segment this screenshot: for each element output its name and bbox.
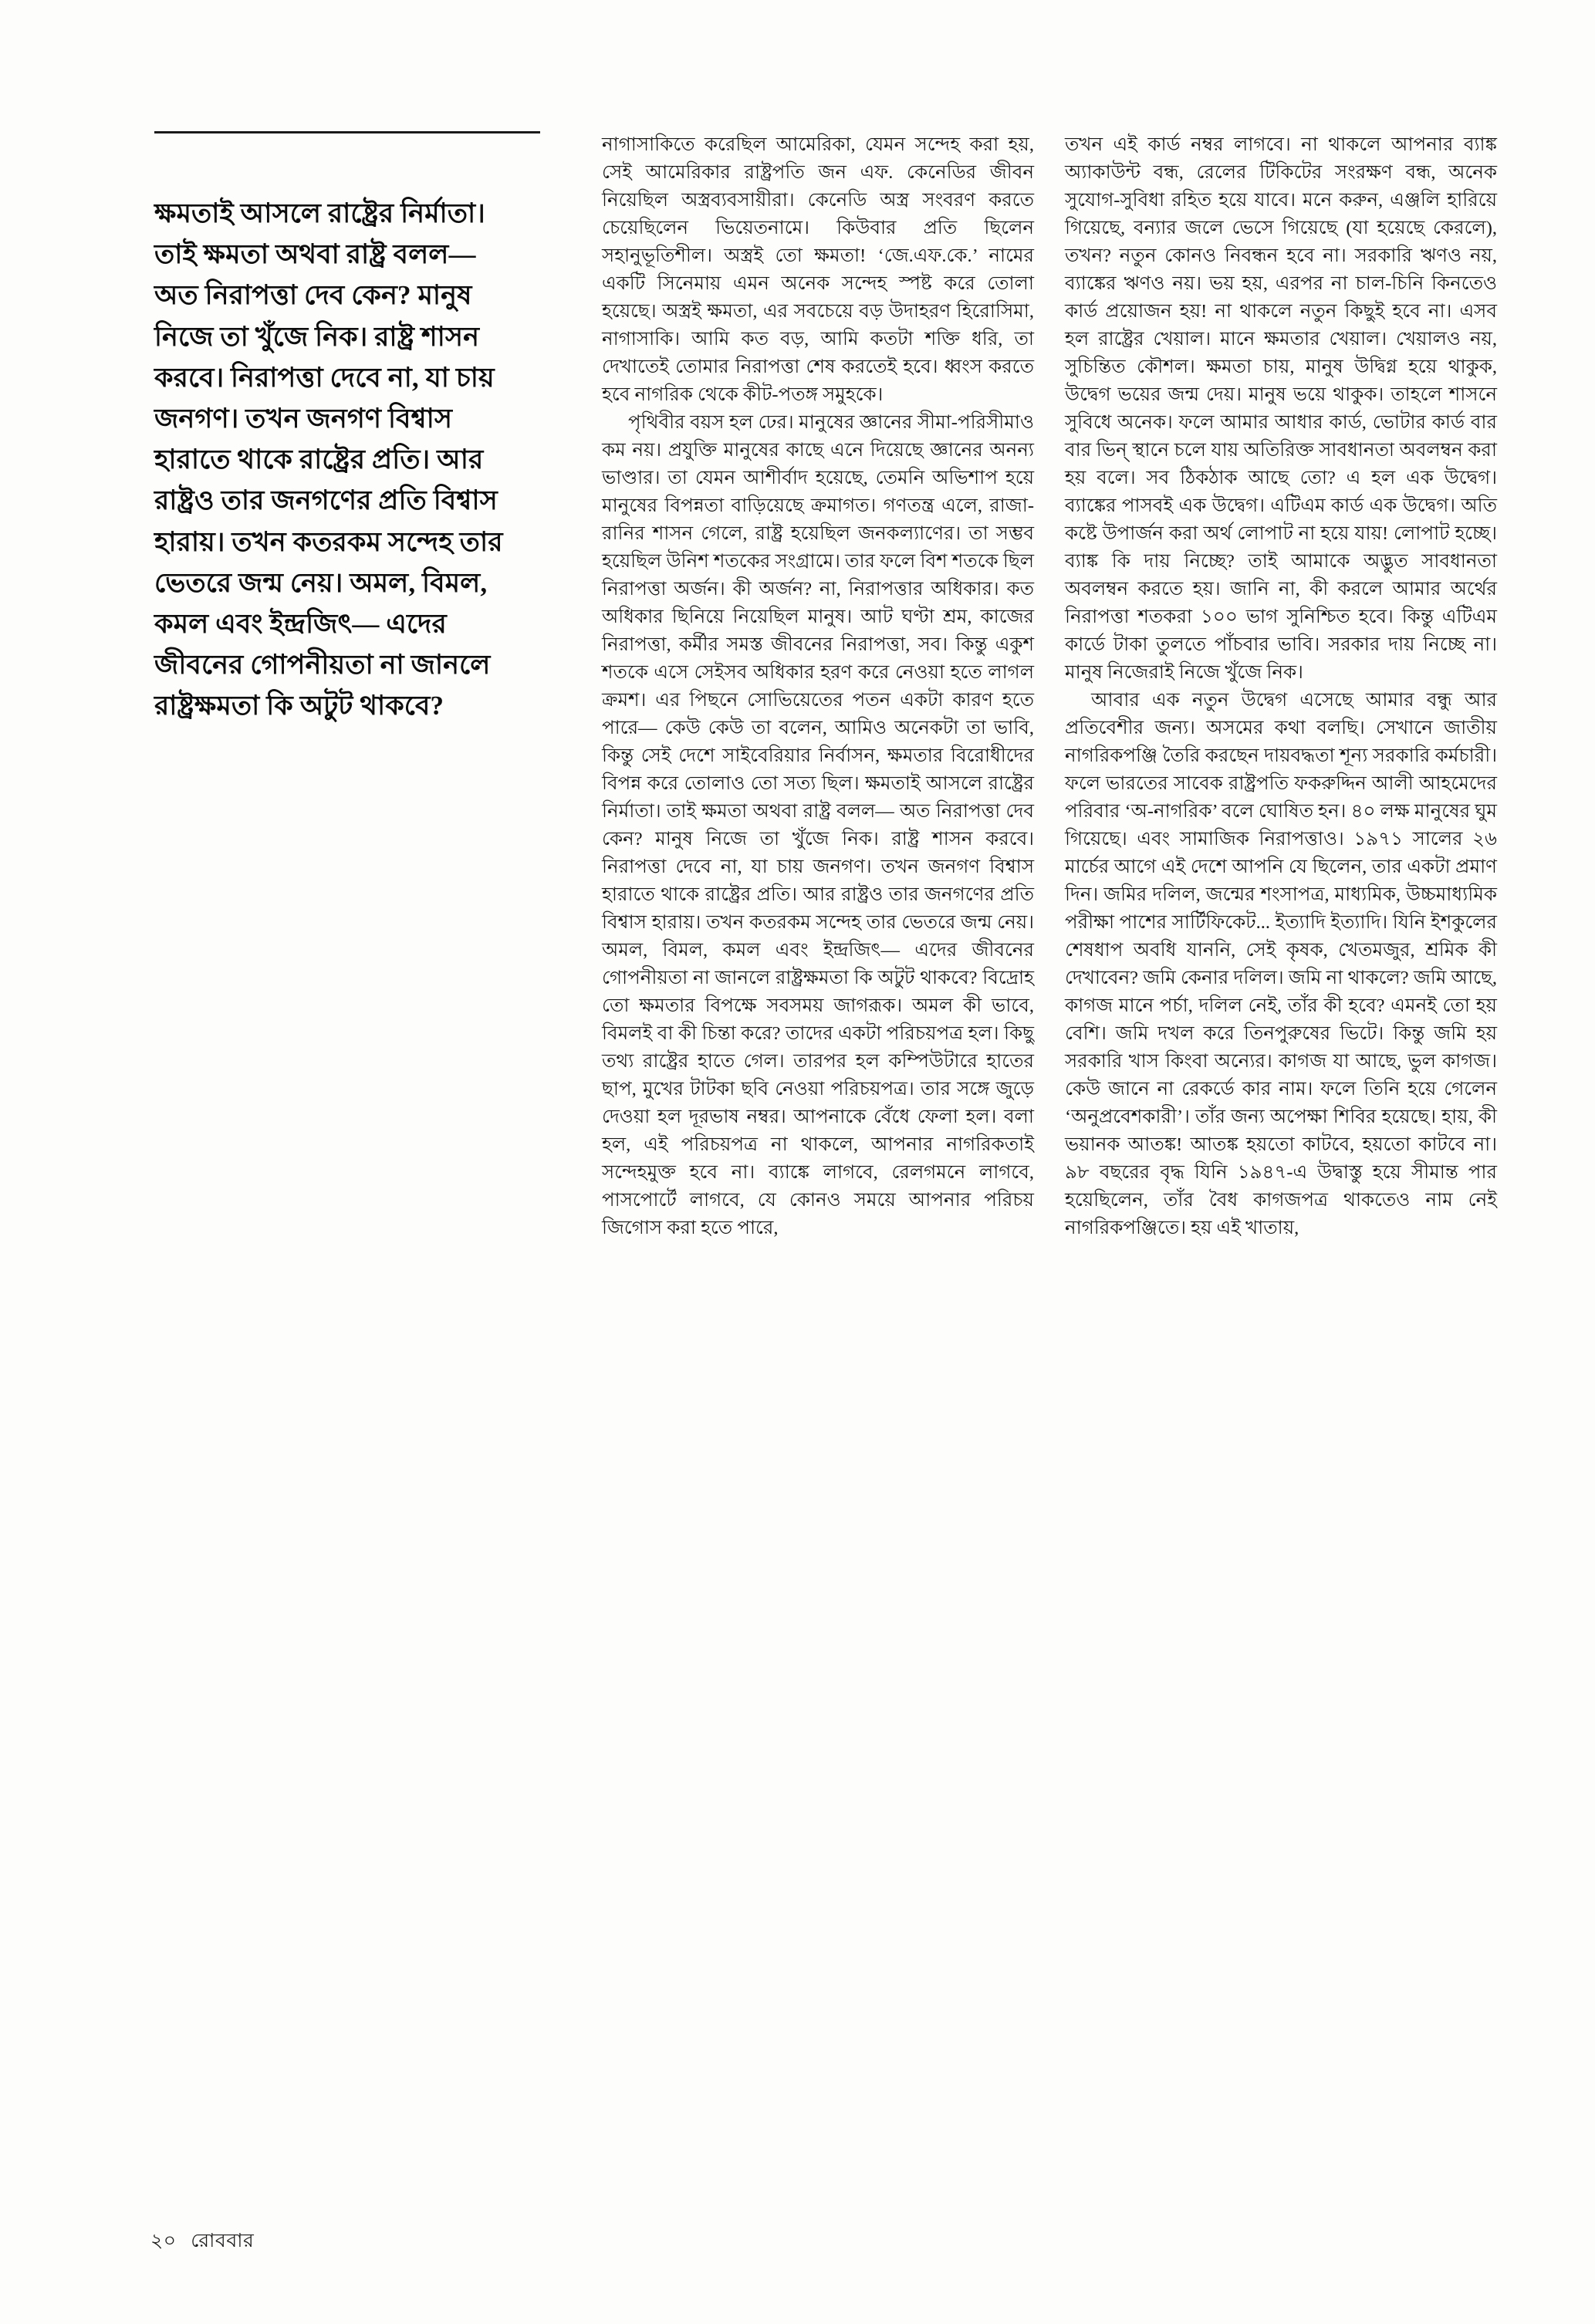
publication-name: রোববার — [191, 2231, 255, 2251]
paragraph: পৃথিবীর বয়স হল ঢের। মানুষের জ্ঞানের সীমা-পরিসীমাও কম নয়। প্রযুক্তি মানুষের কাছে এনে দিয়েছে জ্ঞানের অনন্য ভাণ্ডার। তা যেমন আশীর্বাদ হয়েছে, তেমনি অভিশাপ হয়ে মানুষের বিপন্নতা বাড়িয়েছে ক্রমাগত। গণতন্ত্র এলে, রাজা-রানির শাসন গেলে, রাষ্ট্র হয়েছিল জনকল্যাণের। তা সম্ভব হয়েছিল উনিশ শতকের সংগ্রামে। তার ফলে বিশ শতকে ছিল নিরাপত্তা অর্জন। কী অর্জন? না, নিরাপত্তার অধিকার। কত অধিকার ছিনিয়ে নিয়েছিল মানুষ। আট ঘণ্টা শ্রম, কাজের নিরাপত্তা, কর্মীর সমস্ত জীবনের নিরাপত্তা, সব। কিন্তু একুশ শতকে এসে সেইসব অধিকার হরণ করে নেওয়া হতে লাগল ক্রমশ। এর পিছনে সোভিয়েতের পতন একটা কারণ হতে পারে— কেউ কেউ তা বলেন, আমিও অনেকটা তা ভাবি, কিন্তু সেই দেশে সাইবেরিয়ার নির্বাসন, ক্ষমতার বিরোধীদের বিপন্ন করে তোলাও তো সত্য ছিল। ক্ষমতাই আসলে রাষ্ট্রের নির্মাতা। তাই ক্ষমতা অথবা রাষ্ট্র বলল— অত নিরাপত্তা দেব কেন? মানুষ নিজে তা খুঁজে নিক। রাষ্ট্র শাসন করবে। নিরাপত্তা দেবে না, যা চায় জনগণ। তখন জনগণ বিশ্বাস হারাতে থাকে রাষ্ট্রের প্রতি। আর রাষ্ট্রও তার জনগণের প্রতি বিশ্বাস হারায়। তখন কতরকম সন্দেহ তার ভেতরে জন্ম নেয়। অমল, বিমল, কমল এবং ইন্দ্রজিৎ— এদের জীবনের গোপনীয়তা না জানলে রাষ্ট্রক্ষমতা কি অটুট থাকবে? বিদ্রোহ তো ক্ষমতার বিপক্ষে সবসময় জাগরূক। অমল কী ভাবে, বিমলই বা কী চিন্তা করে? তাদের একটা পরিচয়পত্র হল। কিছু তথ্য রাষ্ট্রের হাতে গেল। তারপর হল কম্পিউটারে হাতের ছাপ, মুখের টাটকা ছবি নেওয়া পরিচয়পত্র। তার সঙ্গে জুড়ে দেওয়া হল দূরভাষ নম্বর। আপনাকে বেঁধে ফেলা হল। বলা হল, এই পরিচয়পত্র না থাকলে, আপনার নাগরিকতাই সন্দেহমুক্ত হবে না। ব্যাঙ্কে লাগবে, রেলগমনে লাগবে, পাসপোর্টে লাগবে, যে কোনও সময়ে আপনার পরিচয় জিগোস করা হতে পারে, — [602, 412, 1034, 1238]
page-footer — [150, 2225, 254, 2258]
body-column-right — [1065, 131, 1497, 1242]
header-rule — [154, 131, 540, 133]
page-number: ২০ — [150, 2231, 177, 2251]
body-column-middle — [602, 131, 1034, 1242]
pull-quote: ক্ষমতাই আসলে রাষ্ট্রের নির্মাতা। তাই ক্ষমতা অথবা রাষ্ট্র বলল— অত নিরাপত্তা দেব কেন? মানুষ নিজে তা খুঁজে নিক। রাষ্ট্র শাসন করবে। নিরাপত্তা দেবে না, যা চায় জনগণ। তখন জনগণ বিশ্বাস হারাতে থাকে রাষ্ট্রের প্রতি। আর রাষ্ট্রও তার জনগণের প্রতি বিশ্বাস হারায়। তখন কতরকম সন্দেহ তার ভেতরে জন্ম নেয়। অমল, বিমল, কমল এবং ইন্দ্রজিৎ— এদের জীবনের গোপনীয়তা না জানলে রাষ্ট্রক্ষমতা কি অটুট থাকবে? — [154, 198, 503, 721]
paragraph: নাগাসাকিতে করেছিল আমেরিকা, যেমন সন্দেহ করা হয়, সেই আমেরিকার রাষ্ট্রপতি জন এফ. কেনেডির জীবন নিয়েছিল অস্ত্রব্যবসায়ীরা। কেনেডি অস্ত্র সংবরণ করতে চেয়েছিলেন ভিয়েতনামে। কিউবার প্রতি ছিলেন সহানুভূতিশীল। অস্ত্রই তো ক্ষমতা! ‘জে.এফ.কে.’ নামের একটি সিনেমায় এমন অনেক সন্দেহ স্পষ্ট করে তোলা হয়েছে। অস্ত্রই ক্ষমতা, এর সবচেয়ে বড় উদাহরণ হিরোসিমা, নাগাসাকি। আমি কত বড়, আমি কতটা শক্তি ধরি, তা দেখাতেই তোমার নিরাপত্তা শেষ করতেই হবে। ধ্বংস করতে হবে নাগরিক থেকে কীট-পতঙ্গ সমুহকে। — [602, 134, 1034, 405]
paragraph: তখন এই কার্ড নম্বর লাগবে। না থাকলে আপনার ব্যাঙ্ক অ্যাকাউন্ট বন্ধ, রেলের টিকিটের সংরক্ষণ বন্ধ, অনেক সুযোগ-সুবিধা রহিত হয়ে যাবে। মনে করুন, এঞ্জলি হারিয়ে গিয়েছে, বন্যার জলে ভেসে গিয়েছে (যা হয়েছে কেরলে), তখন? নতুন কোনও নিবন্ধন হবে না। সরকারি ঋণও নয়, ব্যাঙ্কের ঋণও নয়। ভয় হয়, এরপর না চাল-চিনি কিনতেও কার্ড প্রয়োজন হয়! না থাকলে নতুন কিছুই হবে না। এসব হল রাষ্ট্রের খেয়াল। মানে ক্ষমতার খেয়াল। খেয়ালও নয়, সুচিন্তিত কৌশল। ক্ষমতা চায়, মানুষ উদ্বিগ্ন হয়ে থাকুক, উদ্বেগ ভয়ের জন্ম দেয়। মানুষ ভয়ে থাকুক। তাহলে শাসনে সুবিধে অনেক। ফলে আমার আধার কার্ড, ভোটার কার্ড বার বার ভিন্ স্থানে চলে যায় অতিরিক্ত সাবধানতা অবলম্বন করা হয় বলে। সব ঠিকঠাক আছে তো? এ হল এক উদ্বেগ। ব্যাঙ্কের পাসবই এক উদ্বেগ। এটিএম কার্ড এক উদ্বেগ। অতি কষ্টে উপার্জন করা অর্থ লোপাট না হয়ে যায়! লোপাট হচ্ছে। ব্যাঙ্ক কি দায় নিচ্ছে? তাই আমাকে অদ্ভুত সাবধানতা অবলম্বন করতে হয়। জানি না, কী করলে আমার অর্থের নিরাপত্তা শতকরা ১০০ ভাগ সুনিশ্চিত হবে। কিন্তু এটিএম কার্ডে টাকা তুলতে পাঁচবার ভাবি। সরকার দায় নিচ্ছে না। মানুষ নিজেরাই নিজে খুঁজে নিক। — [1065, 134, 1497, 683]
page-content — [154, 131, 1497, 2168]
paragraph: আবার এক নতুন উদ্বেগ এসেছে আমার বন্ধু আর প্রতিবেশীর জন্য। অসমের কথা বলছি। সেখানে জাতীয় নাগরিকপঞ্জি তৈরি করছেন দায়বদ্ধতা শূন্য সরকারি কর্মচারী। ফলে ভারতের সাবেক রাষ্ট্রপতি ফকরুদ্দিন আলী আহমেদের পরিবার ‘অ-নাগরিক’ বলে ঘোষিত হন। ৪০ লক্ষ মানুষের ঘুম গিয়েছে। এবং সামাজিক নিরাপত্তাও। ১৯৭১ সালের ২৬ মার্চের আগে এই দেশে আপনি যে ছিলেন, তার একটা প্রমাণ দিন। জমির দলিল, জন্মের শংসাপত্র, মাধ্যমিক, উচ্চমাধ্যমিক পরীক্ষা পাশের সার্টিফিকেট... ইত্যাদি ইত্যাদি। যিনি ইশকুলের শেষধাপ অবধি যাননি, সেই কৃষক, খেতমজুর, শ্রমিক কী দেখাবেন? জমি কেনার দলিল। জমি না থাকলে? জমি আছে, কাগজ মানে পর্চা, দলিল নেই, তাঁর কী হবে? এমনই তো হয় বেশি। জমি দখল করে তিনপুরুষের ভিটে। কিন্তু জমি হয় সরকারি খাস কিংবা অন্যের। কাগজ যা আছে, ভুল কাগজ। কেউ জানে না রেকর্ডে কার নাম। ফলে তিনি হয়ে গেলেন ‘অনুপ্রবেশকারী’। তাঁর জন্য অপেক্ষা শিবির হয়েছে। হায়, কী ভয়ানক আতঙ্ক! আতঙ্ক হয়তো কাটবে, হয়তো কাটবে না। ৯৮ বছরের বৃদ্ধ যিনি ১৯৪৭-এ উদ্বাস্তু হয়ে সীমান্ত পার হয়েছিলেন, তাঁর বৈধ কাগজপত্র থাকতেও নাম নেই নাগরিকপঞ্জিতে। হয় এই খাতায়, — [1065, 690, 1497, 1238]
